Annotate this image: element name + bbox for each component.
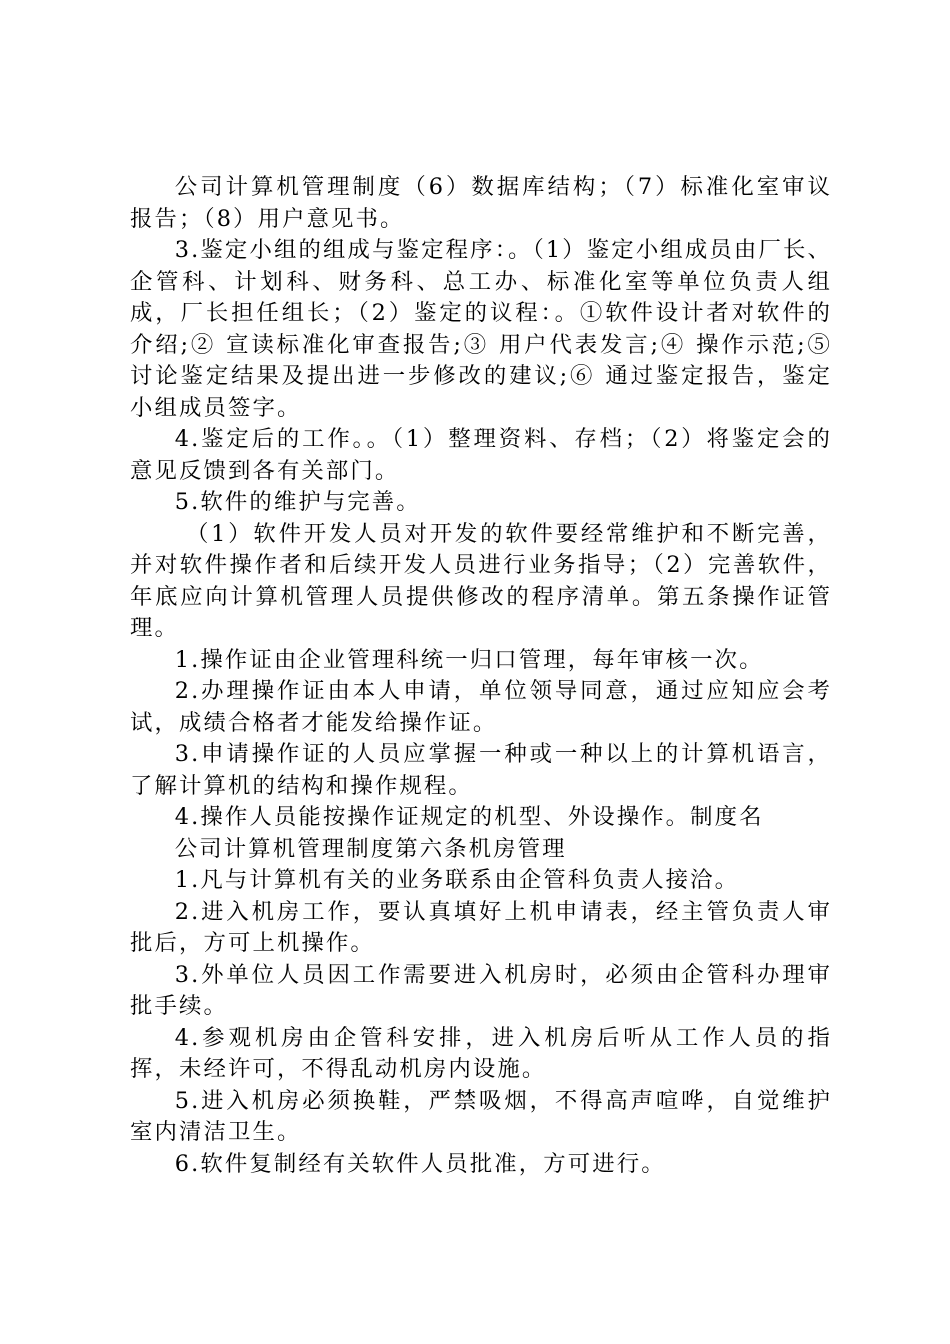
paragraph-room-1: 1.凡与计算机有关的业务联系由企管科负责人接洽。 xyxy=(174,867,740,893)
paragraph-room-5: 5.进入机房必须换鞋，严禁吸烟，不得高声喧哗，自觉维护室内清洁卫生。 xyxy=(130,1087,832,1145)
paragraph-intro: 公司计算机管理制度（6）数据库结构；（7）标准化室审议报告；（8）用户意见书。 xyxy=(130,174,832,232)
paragraph-license-3: 3.申请操作证的人员应掌握一种或一种以上的计算机语言，了解计算机的结构和操作规程。 xyxy=(130,741,832,799)
paragraph-room-2: 2.进入机房工作，要认真填好上机申请表，经主管负责人审批后，方可上机操作。 xyxy=(130,898,832,956)
paragraph-license-4: 4.操作人员能按操作证规定的机型、外设操作。制度名 xyxy=(174,804,764,830)
paragraph-license-2: 2.办理操作证由本人申请，单位领导同意，通过应知应会考试，成绩合格者才能发给操作证。 xyxy=(130,678,832,736)
paragraph-license-1: 1.操作证由企业管理科统一归口管理，每年审核一次。 xyxy=(174,646,764,673)
paragraph-post-appraisal: 4.鉴定后的工作。。（1）整理资料、存档；（2）将鉴定会的意见反馈到各有关部门。 xyxy=(130,426,832,484)
paragraph-room-6: 6.软件复制经有关软件人员批准，方可进行。 xyxy=(174,1150,666,1177)
paragraph-maintenance-detail: （1）软件开发人员对开发的软件要经常维护和不断完善，并对软件操作者和后续开发人员进行业务指导；（2）完善软件，年底应向计算机管理人员提供修改的程序清单。第五条操作证管理。 xyxy=(130,520,832,641)
paragraph-section-heading: 公司计算机管理制度第六条机房管理 xyxy=(174,835,567,862)
paragraph-room-3: 3.外单位人员因工作需要进入机房时，必须由企管科办理审批手续。 xyxy=(130,961,832,1019)
paragraph-maintenance-heading: 5.软件的维护与完善。 xyxy=(174,489,421,515)
document-page xyxy=(130,172,832,1180)
paragraph-appraisal-procedure: 3.鉴定小组的组成与鉴定程序：。（1）鉴定小组成员由厂长、企管科、计划科、财务科、总工办、标准化室等单位负责人组成，厂长担任组长；（2）鉴定的议程：。①软件设计者对软件的介绍;② 宣读标准化审查报告;③ 用户代表发言;④ 操作示范;⑤ 讨论鉴定结果及提出进一步修改的建议;⑥ 通过鉴定报告，鉴定小组成员签字。 xyxy=(130,237,832,421)
paragraph-room-4: 4.参观机房由企管科安排，进入机房后听从工作人员的指挥，未经许可，不得乱动机房内设施。 xyxy=(130,1024,832,1082)
